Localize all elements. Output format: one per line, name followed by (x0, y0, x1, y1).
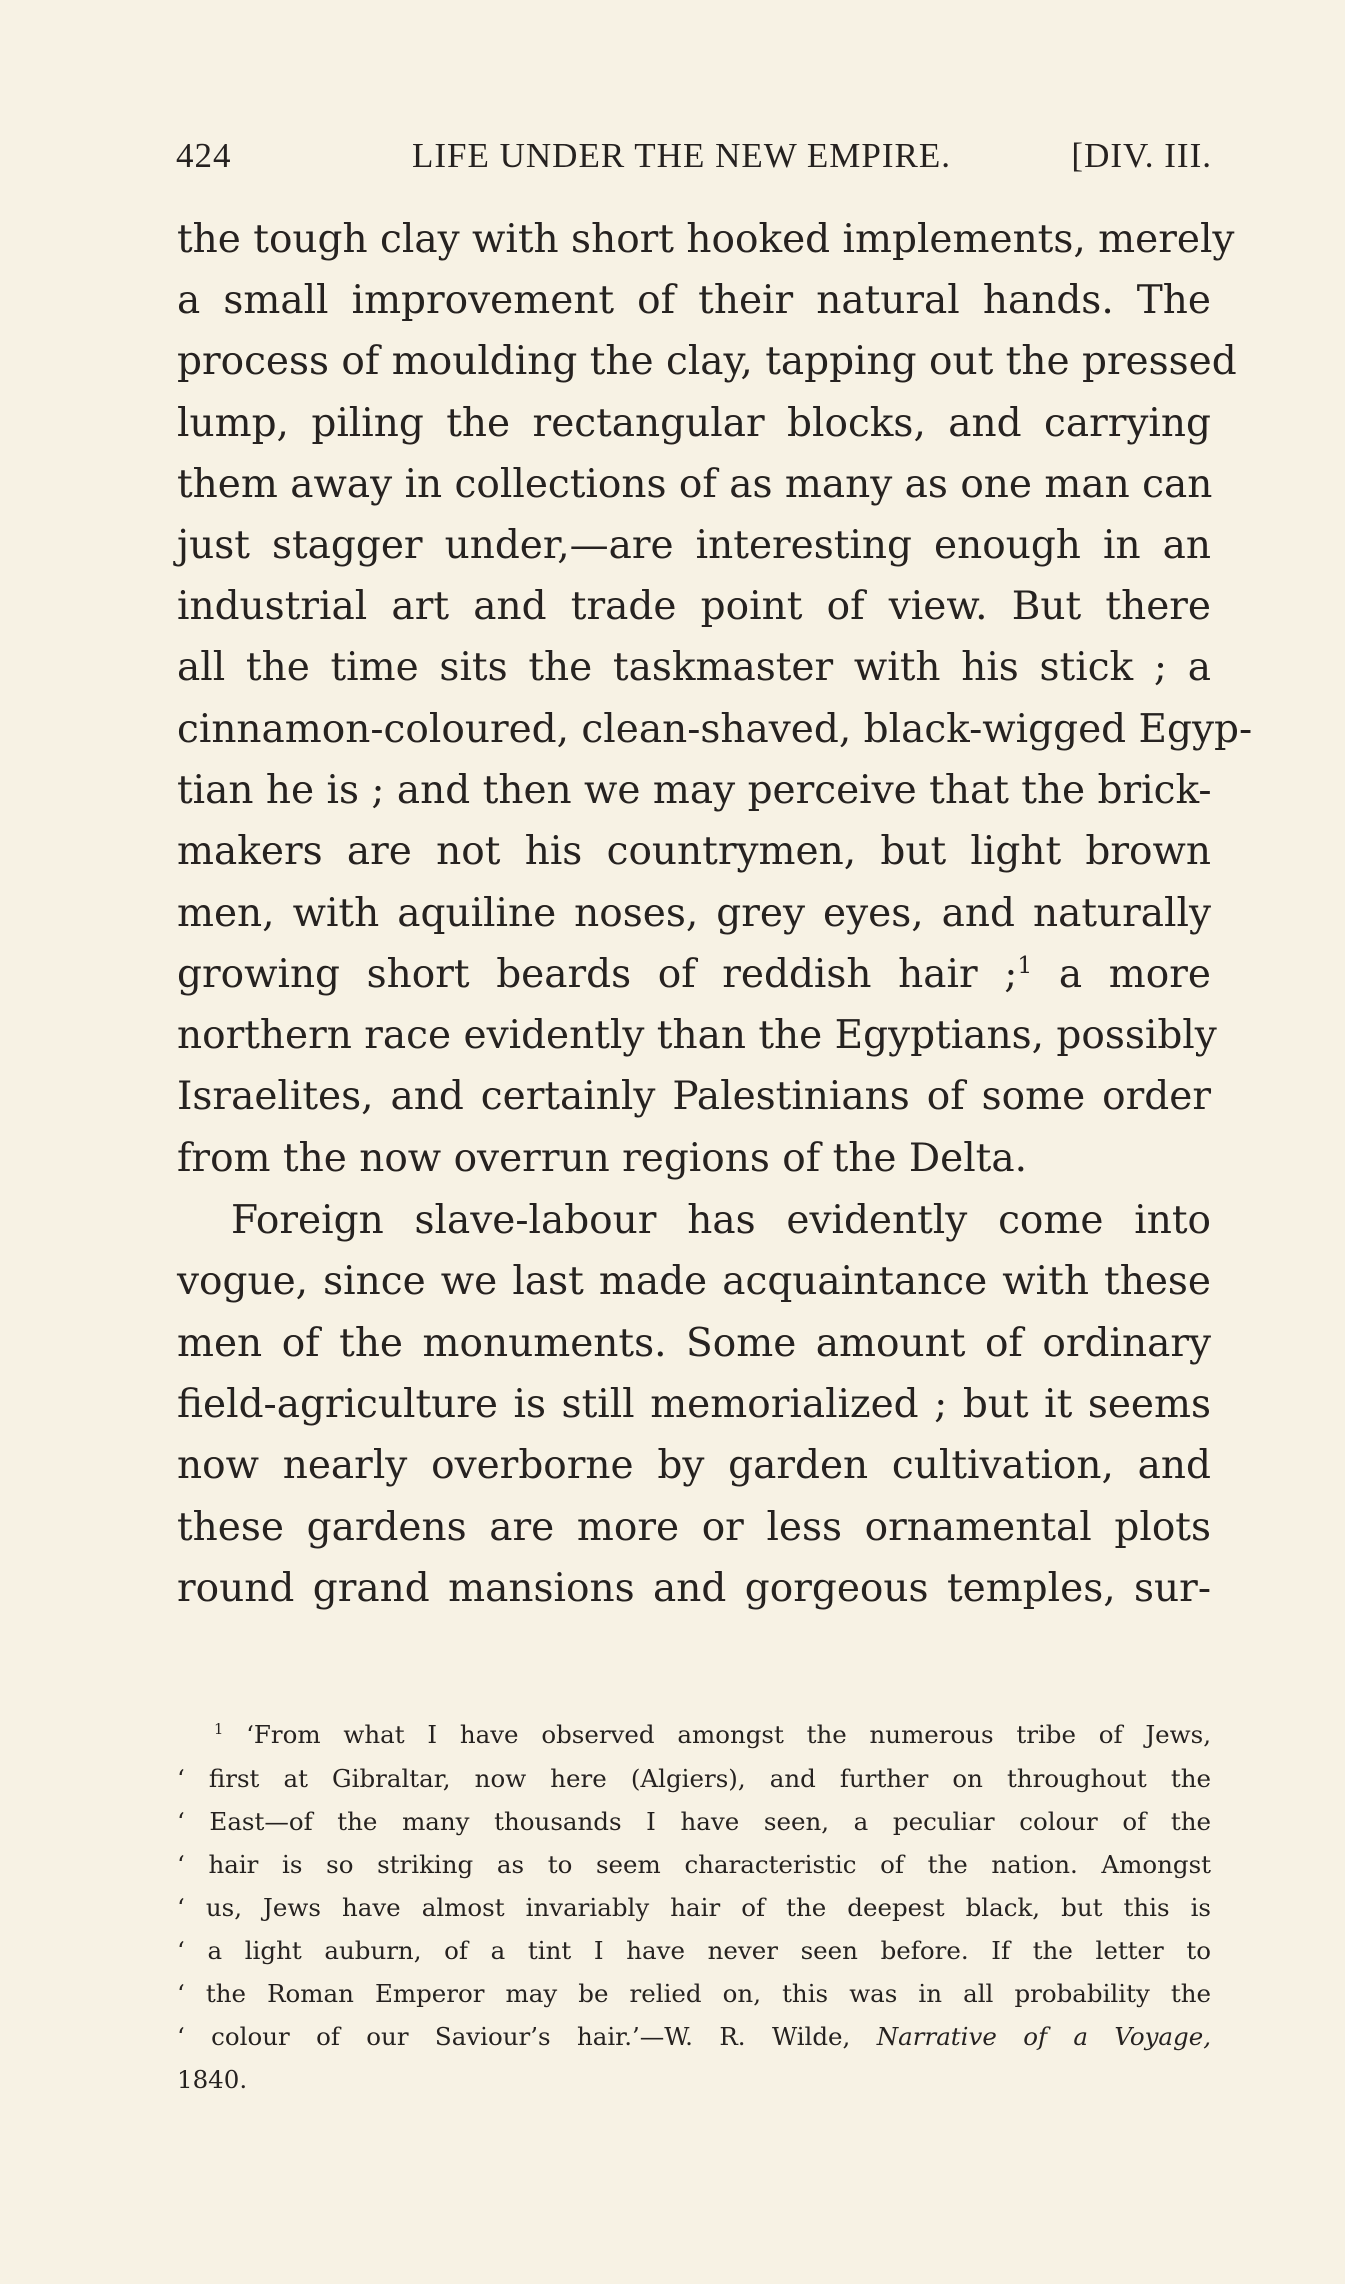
text-line: lump, piling the rectangular blocks, and carrying (177, 401, 1211, 446)
text-line: northern race evidently than the Egyptians, possibly (177, 1013, 1217, 1058)
text-line: field-agriculture is still memorialized ; but it seems (177, 1382, 1211, 1427)
page-number: 424 (176, 136, 232, 175)
text-line: process of moulding the clay, tapping out the pressed (177, 339, 1237, 384)
text-line: vogue, since we last made acquaintance with these (177, 1259, 1211, 1304)
running-header (176, 136, 1212, 182)
text-line (177, 951, 1211, 999)
footnote-line: ‘ us, Jews have almost invariably hair of the deepest black, but this is (177, 1893, 1211, 1922)
text-line: a small improvement of their natural hands. The (177, 278, 1211, 323)
text-line: now nearly overborne by garden cultivation, and (177, 1443, 1211, 1488)
line-text: growing short beards of reddish hair ; (177, 952, 1018, 997)
footnote-line: ‘ the Roman Emperor may be relied on, this was in all probability the (177, 1979, 1211, 2008)
running-title: LIFE UNDER THE NEW EMPIRE. (412, 136, 951, 175)
footnote-line (177, 2021, 1211, 2053)
footnote-marker: 1 (214, 1720, 224, 1738)
footnote-text: ‘ colour of our Saviour’s hair.’—W. R. Wilde, (177, 2022, 851, 2051)
footnote-reference: 1 (1017, 951, 1033, 979)
footnote-line: ‘ a light auburn, of a tint I have never seen before. If the letter to (177, 1936, 1211, 1965)
text-line: makers are not his countrymen, but light brown (177, 829, 1211, 874)
text-line: tian he is ; and then we may perceive that the brick- (177, 768, 1212, 813)
text-line: just stagger under,—are interesting enough in an (177, 523, 1211, 568)
text-line: men of the monuments. Some amount of ordinary (177, 1321, 1211, 1366)
text-line: men, with aquiline noses, grey eyes, and naturally (177, 891, 1211, 936)
footnote-line: ‘ first at Gibraltar, now here (Algiers), and further on throughout the (177, 1764, 1211, 1793)
text-line: them away in collections of as many as one man can (177, 462, 1213, 507)
text-line: industrial art and trade point of view. But there (177, 584, 1211, 629)
text-line: Foreign slave-labour has evidently come into (231, 1198, 1211, 1243)
text-line: the tough clay with short hooked implements, merely (177, 217, 1235, 262)
footnote-line: ‘ East—of the many thousands I have seen, a peculiar colour of the (177, 1807, 1211, 1836)
text-line: cinnamon-coloured, clean-shaved, black-wigged Egyp- (177, 707, 1253, 752)
footnote-line: 1840. (177, 2065, 248, 2094)
text-line: Israelites, and certainly Palestinians of some order (177, 1074, 1211, 1119)
footnote-line (214, 1719, 1211, 1751)
text-line: all the time sits the taskmaster with his stick ; a (177, 645, 1211, 690)
text-line: from the now overrun regions of the Delta. (177, 1136, 1027, 1181)
line-text-tail: a more (1032, 952, 1211, 997)
text-line: these gardens are more or less ornamental plots (177, 1505, 1211, 1550)
division-label: [DIV. III. (1071, 136, 1212, 175)
citation-title: Narrative of a Voyage, (876, 2022, 1211, 2051)
footnote-line: ‘ hair is so striking as to seem characteristic of the nation. Amongst (177, 1850, 1211, 1879)
footnote-text: ‘From what I have observed amongst the numerous tribe of Jews, (246, 1720, 1211, 1749)
text-line: round grand mansions and gorgeous temples, sur- (177, 1566, 1211, 1611)
